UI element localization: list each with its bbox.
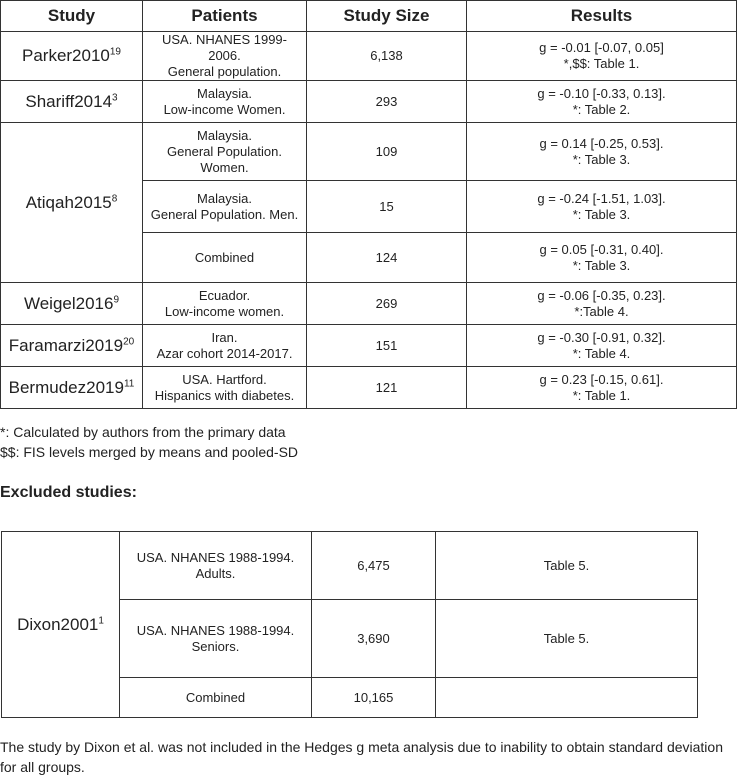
patients-cell: USA. NHANES 1999-2006. General population.: [143, 32, 307, 81]
excluded-studies-heading: Excluded studies:: [0, 484, 137, 501]
study-name: Parker2010$^{19}$: [1, 32, 143, 81]
table-row: [1, 283, 737, 325]
study-size-cell: 269: [307, 283, 467, 325]
results-cell: [436, 678, 698, 718]
table-row: [1, 81, 737, 123]
patients-cell: Iran. Azar cohort 2014-2017.: [143, 325, 307, 367]
results-cell: g = 0.05 [-0.31, 0.40]. *: Table 3.: [467, 233, 737, 283]
study-size-cell: 6,475: [312, 532, 436, 600]
results-cell: g = -0.10 [-0.33, 0.13]. *: Table 2.: [467, 81, 737, 123]
patients-cell: Combined: [120, 678, 312, 718]
table-notes: [0, 422, 298, 462]
study-size-cell: 124: [307, 233, 467, 283]
study-name: Dixon2001$^1$: [2, 532, 120, 718]
note-fis-levels: $$: FIS levels merged by means and pooled-SD: [0, 444, 299, 460]
table-row: [1, 123, 737, 181]
patients-cell: Malaysia. Low-income Women.: [143, 81, 307, 123]
results-cell: Table 5.: [436, 532, 698, 600]
results-cell: g = 0.14 [-0.25, 0.53]. *: Table 3.: [467, 123, 737, 181]
study-size-cell: 109: [307, 123, 467, 181]
header-results: Results: [467, 1, 737, 32]
patients-cell: USA. NHANES 1988-1994. Adults.: [120, 532, 312, 600]
patients-cell: USA. NHANES 1988-1994. Seniors.: [120, 600, 312, 678]
patients-cell: Malaysia. General Population. Women.: [143, 123, 307, 181]
results-cell: g = -0.24 [-1.51, 1.03]. *: Table 3.: [467, 181, 737, 233]
patients-cell: Ecuador. Low-income women.: [143, 283, 307, 325]
study-size-cell: 293: [307, 81, 467, 123]
note-calculated: *: Calculated by authors from the primary data: [0, 424, 286, 440]
study-name: Atiqah2015$^8$: [1, 123, 143, 283]
study-name: Bermudez2019$^{11}$: [1, 367, 143, 409]
study-size-cell: 121: [307, 367, 467, 409]
results-cell: g = -0.06 [-0.35, 0.23]. *:Table 4.: [467, 283, 737, 325]
patients-cell: Malaysia. General Population. Men.: [143, 181, 307, 233]
header-study-size: Study Size: [307, 1, 467, 32]
dixon-footnote: The study by Dixon et al. was not included in the Hedges g meta analysis due to inability to obtain standard deviation for all groups.: [0, 739, 723, 775]
study-name: Shariff2014$^3$: [1, 81, 143, 123]
patients-cell: Combined: [143, 233, 307, 283]
study-size-cell: 10,165: [312, 678, 436, 718]
table-row: [2, 532, 698, 600]
studies-header-row: [1, 1, 737, 32]
study-name: Faramarzi2019$^{20}$: [1, 325, 143, 367]
study-size-cell: 3,690: [312, 600, 436, 678]
results-cell: g = -0.01 [-0.07, 0.05] *,$$: Table 1.: [467, 32, 737, 81]
study-size-cell: 6,138: [307, 32, 467, 81]
header-patients: Patients: [143, 1, 307, 32]
results-cell: g = 0.23 [-0.15, 0.61]. *: Table 1.: [467, 367, 737, 409]
results-cell: g = -0.30 [-0.91, 0.32]. *: Table 4.: [467, 325, 737, 367]
table-row: [1, 367, 737, 409]
results-cell: Table 5.: [436, 600, 698, 678]
excluded-studies-table: [1, 531, 698, 718]
patients-cell: USA. Hartford. Hispanics with diabetes.: [143, 367, 307, 409]
table-row: [1, 325, 737, 367]
table-row: [1, 32, 737, 81]
study-size-cell: 151: [307, 325, 467, 367]
study-size-cell: 15: [307, 181, 467, 233]
header-study: Study: [1, 1, 143, 32]
study-name: Weigel2016$^9$: [1, 283, 143, 325]
